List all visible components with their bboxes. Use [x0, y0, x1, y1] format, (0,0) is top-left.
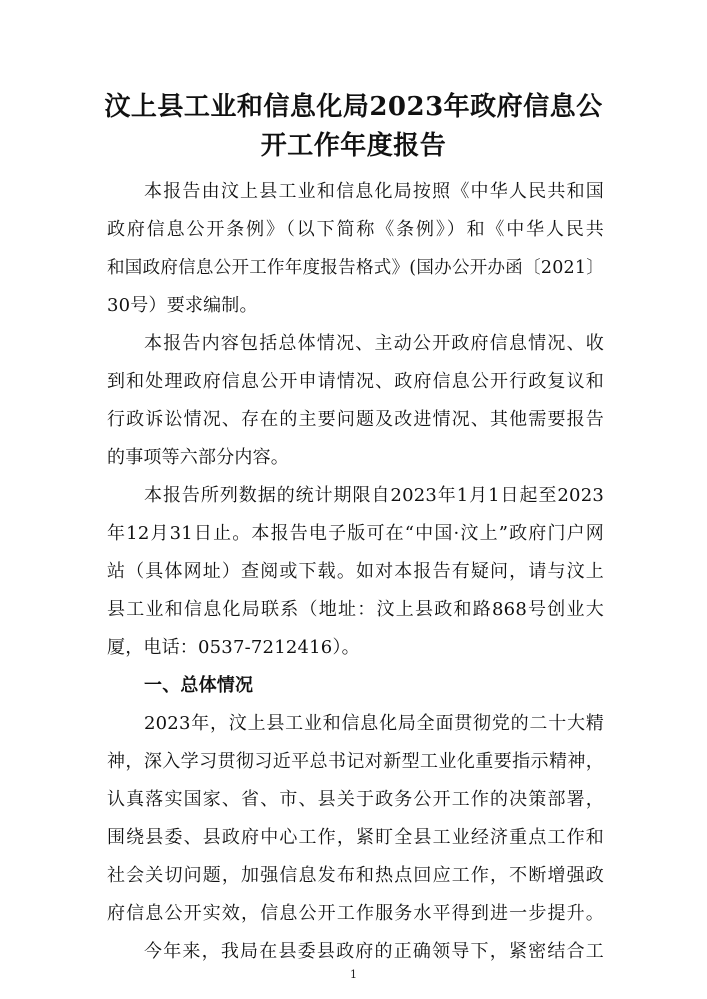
paragraph-intro-line: 本报告由汶上县工业和信息化局按照《中华人民共和国: [144, 181, 604, 202]
paragraph-period-line: 本报告所列数据的统计期限自2023年1月1日起至2023: [144, 485, 604, 506]
page-number: 1: [350, 968, 357, 981]
paragraph-overview-line: 认真落实国家、省、市、县关于政务公开工作的决策部署，: [107, 789, 604, 810]
paragraph-overview-line: 府信息公开实效，信息公开工作服务水平得到进一步提升。: [107, 903, 604, 924]
paragraph-intro-line: 30号）要求编制。: [107, 295, 258, 316]
paragraph-intro-line: 和国政府信息公开工作年度报告格式》(国办公开办函〔2021〕: [107, 258, 604, 278]
paragraph-overview-line: 2023年，汶上县工业和信息化局全面贯彻党的二十大精: [144, 713, 604, 734]
section-heading-overview: 一、总体情况: [144, 675, 254, 696]
document-title-line-1: 汶上县工业和信息化局2023年政府信息公: [104, 92, 603, 122]
paragraph-overview-line: 神，深入学习贯彻习近平总书记对新型工业化重要指示精神，: [107, 751, 604, 772]
paragraph-contents-line: 本报告内容包括总体情况、主动公开政府信息情况、收: [144, 333, 604, 354]
paragraph-period-line: 站（具体网址）查阅或下载。如对本报告有疑问，请与汶上: [107, 561, 604, 582]
paragraph-period-line: 厦，电话：0537-7212416）。: [107, 637, 360, 658]
paragraph-overview-line: 社会关切问题，加强信息发布和热点回应工作，不断增强政: [107, 865, 604, 886]
document-title-line-2: 开工作年度报告: [260, 131, 447, 161]
paragraph-overview-line: 围绕县委、县政府中心工作，紧盯全县工业经济重点工作和: [107, 827, 604, 848]
paragraph-contents-line: 行政诉讼情况、存在的主要问题及改进情况、其他需要报告: [107, 409, 604, 430]
paragraph-period-line: 县工业和信息化局联系（地址：汶上县政和路868号创业大: [107, 599, 604, 620]
paragraph-period-line: 年12月31日止。本报告电子版可在“中国·汶上”政府门户网: [107, 523, 604, 544]
paragraph-contents-line: 的事项等六部分内容。: [107, 447, 289, 468]
paragraph-contents-line: 到和处理政府信息公开申请情况、政府信息公开行政复议和: [107, 371, 604, 392]
paragraph-intro-line: 政府信息公开条例》（以下简称《条例》）和《中华人民共: [107, 219, 604, 240]
paragraph-continuation-line: 今年来，我局在县委县政府的正确领导下，紧密结合工: [144, 941, 604, 962]
